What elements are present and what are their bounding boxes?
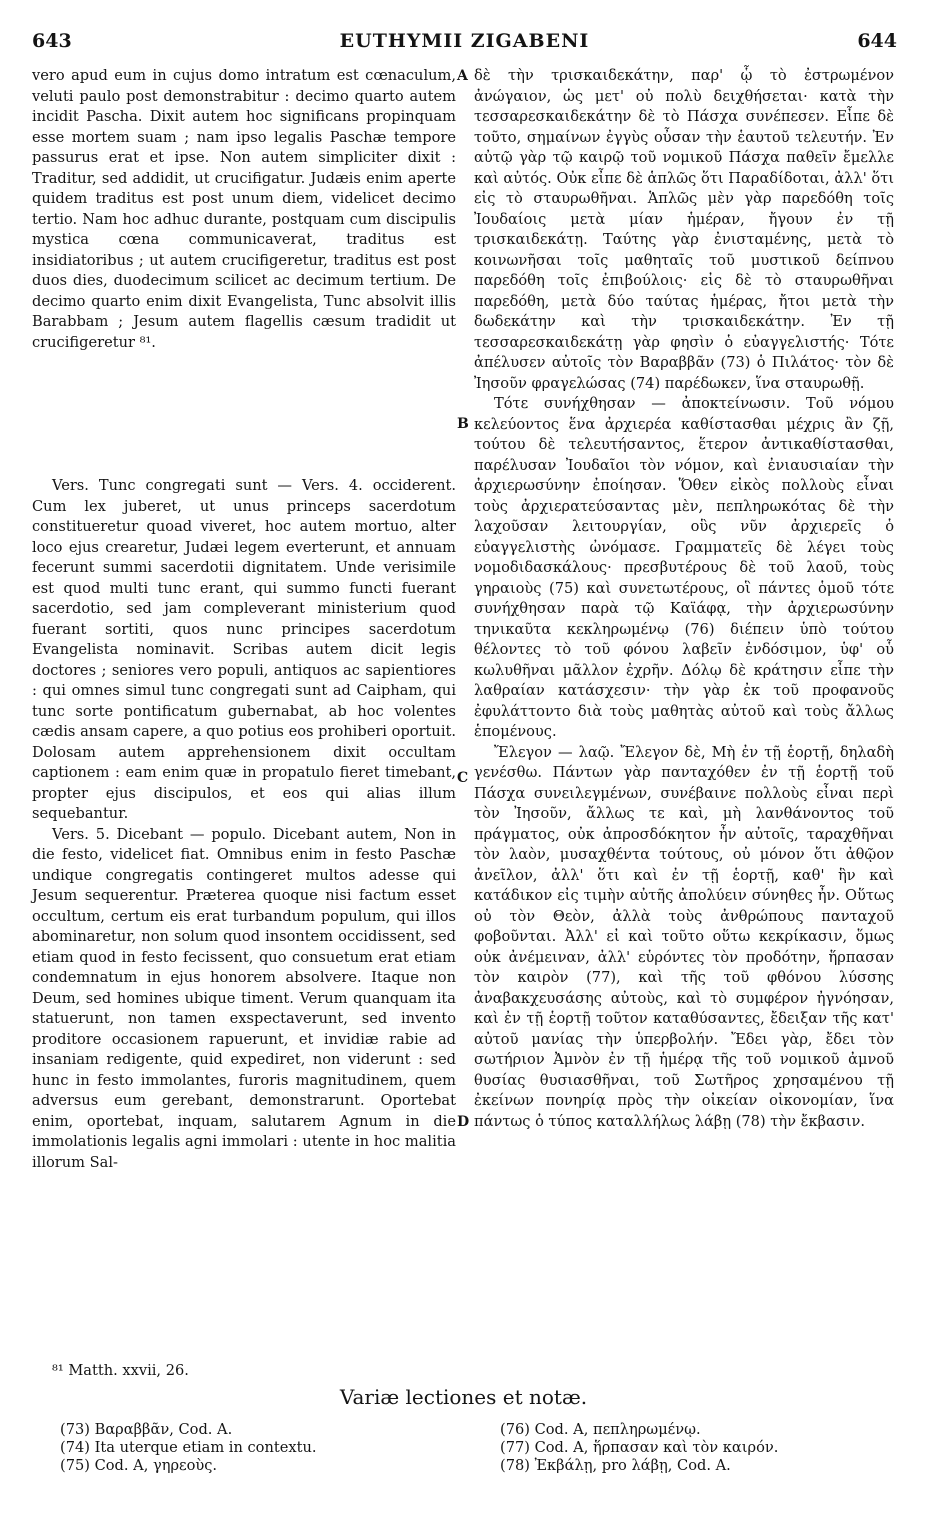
scripture-footnote: ⁸¹ Matth. xxvii, 26. bbox=[52, 1362, 189, 1379]
note-74: (74) Ita uterque etiam in contextu. bbox=[60, 1439, 317, 1456]
latin-paragraph-1: vero apud eum in cujus domo intratum est cœnaculum, veluti paulo post demonstrabitur : decimo quarto autem incidit Pascha. Dixit autem hoc significans propinquam esse mortem suam ; nam ipso legalis Paschæ tempore passurus erat et ipse. Non autem simpliciter dixit : Traditur, sed addidit, ut crucifigatur. Judæis enim aperte quidem traditus est post unum diem, videlicet decimo tertio. Nam hoc adhuc durante, postquam cum discipulis mystica cœna communicaverat, traditus est insidiatoribus ; ut autem crucifigeretur, traditus est post duos dies, duodecimum scilicet ac decimum tertium. De decimo quarto enim dixit Evangelista, Tunc absolvit illis Barabbam ; Jesum autem flagellis cæsum tradidit ut crucifigeretur ⁸¹. bbox=[32, 67, 456, 351]
note-76: (76) Cod. A, πεπληρωμένῳ. bbox=[500, 1421, 701, 1438]
latin-paragraph-2: Vers. Tunc congregati sunt — Vers. 4. occiderent. Cum lex juberet, ut unus princeps sacerdotum constitueretur quoad viveret, hoc autem mortuo, alter loco ejus crearetur, Judæi legem everterunt, et annuam fecerunt summi sacerdotii dignitatem. Unde verisimile est quod multi tunc erant, qui summo functi fuerant sacerdotio, sed jam compleverant ministerium quod fuerant sortiti, quos nunc principes sacerdotum Evangelista nominavit. Scribas autem dicit legis doctores ; seniores vero populi, antiquos ac sapientiores : qui omnes simul tunc congregati sunt ad Caipham, qui tunc sorte pontificatum gubernabat, ab hoc volentes cædis ansam capere, a quo potius eos prohiberi oportuit. Dolosam autem apprehensionem dixit occultam captionem : eam enim quæ in propatulo fieret timebant, propter ejus discipulos, et eos qui alias illum sequebantur. bbox=[32, 477, 456, 822]
note-77: (77) Cod. A, ἥρπασαν καὶ τὸν καιρόν. bbox=[500, 1439, 779, 1456]
notes-left-column bbox=[60, 1421, 460, 1475]
page-number-left: 643 bbox=[32, 30, 72, 52]
notes-right-column bbox=[500, 1421, 900, 1475]
margin-letter-b: B bbox=[457, 416, 469, 432]
margin-letter-c: C bbox=[457, 770, 469, 786]
greek-column bbox=[474, 66, 894, 1132]
page-header bbox=[32, 30, 897, 54]
latin-column bbox=[32, 66, 456, 353]
running-title: EUTHYMII ZIGABENI bbox=[339, 30, 590, 52]
margin-letter-a: A bbox=[457, 68, 468, 84]
greek-paragraph-1: δὲ τὴν τρισκαιδεκάτην, παρ' ᾧ τὸ ἐστρωμένον ἀνώγαιον, ὡς μετ' οὐ πολὺ δειχθήσεται· κατὰ τὴν τεσσαρεσκαιδεκάτην δὲ τὸ Πάσχα συνέπεσεν. Εἶπε δὲ τοῦτο, σημαίνων ἐγγὺς οὖσαν τὴν ἑαυτοῦ τελευτήν. Ἐν αὐτῷ γὰρ τῷ καιρῷ τοῦ νομικοῦ Πάσχα παθεῖν ἔμελλε καὶ αὐτός. Οὐκ εἶπε δὲ ἁπλῶς ὅτι Παραδίδοται, ἀλλ' ὅτι εἰς τὸ σταυρωθῆναι. Ἁπλῶς μὲν γὰρ παρεδόθη τοῖς Ἰουδαίοις μετὰ μίαν ἡμέραν, ἤγουν ἐν τῇ τρισκαιδεκάτῃ. Ταύτης γὰρ ἐνισταμένης, μετὰ τὸ κοινωνῆσαι τοῖς μαθηταῖς τοῦ μυστικοῦ δείπνου παρεδόθη τοῖς ἐπιβούλοις· εἰς δὲ τὸ σταυρωθῆναι παρεδόθη, μετὰ δύο ταύτας ἡμέρας, ἤτοι μετὰ τὴν δωδεκάτην καὶ τὴν τρισκαιδεκάτην. Ἐν τῇ τεσσαρεσκαιδεκάτῃ γὰρ φησὶν ὁ εὐαγγελιστής· Τότε ἀπέλυσεν αὐτοῖς τὸν Βαραββᾶν (73) ὁ Πιλάτος· τὸν δὲ Ἰησοῦν φραγελώσας (74) παρέδωκεν, ἵνα σταυρωθῇ. bbox=[474, 67, 894, 392]
note-78: (78) Ἐκβάλῃ, pro λάβῃ, Cod. A. bbox=[500, 1457, 731, 1474]
latin-column-lower bbox=[32, 476, 456, 1173]
notes-title: Variæ lectiones et notæ. bbox=[339, 1385, 588, 1409]
latin-paragraph-3: Vers. 5. Dicebant — populo. Dicebant autem, Non in die festo, videlicet fiat. Omnibus enim in festo Paschæ undique congregatis contingeret multos adesse qui Jesum sequerentur. Præterea quoque nisi factum esset occultum, certum eis erat turbandum populum, qui illos abominaretur, non solum quod insontem occidissent, sed etiam quod in festo fecissent, quo consuetum erat etiam condemnatum in ejus honorem absolvere. Itaque non Deum, sed homines ubique timent. Verum quanquam ita statuerunt, non tamen exspectaverunt, sed invento proditore occasionem rapuerunt, et invidiæ rabie ad insaniam redigente, quid expediret, non viderunt : sed hunc in festo immolantes, furoris magnitudinem, quem adversus eum gerebant, demonstrarunt. Oportebat enim, oportebat, inquam, salutarem Agnum in die immolationis legalis agni immolari : utente in hoc malitia illorum Sal- bbox=[32, 825, 456, 1171]
note-75: (75) Cod. A, γηρεοὺς. bbox=[60, 1457, 218, 1474]
greek-paragraph-3: Ἔλεγον — λαῷ. Ἔλεγον δὲ, Μὴ ἐν τῇ ἑορτῇ, δηλαδὴ γενέσθω. Πάντων γὰρ πανταχόθεν ἐν τῇ ἑορτῇ τοῦ Πάσχα συνειλεγμένων, συνέβαινε πολλοὺς εἶναι περὶ τὸν Ἰησοῦν, ἄλλως τε καὶ, μὴ λανθάνοντος τοῦ πράγματος, οὐκ ἀπροσδόκητον ἦν αὐτοῖς, ταραχθῆναι τὸν λαὸν, μυσαχθέντα τούτους, οὐ μόνον ὅτι ἀθῷον ἀνεῖλον, ἀλλ' ὅτι καὶ ἐν τῇ ἑορτῇ, καθ' ἣν καὶ κατάδικον εἰς τιμὴν αὐτῆς ἀπολύειν σύνηθες ἦν. Οὕτως οὐ τὸν Θεὸν, ἀλλὰ τοὺς ἀνθρώπους πανταχοῦ φοβοῦνται. Ἀλλ' εἰ καὶ τοῦτο οὕτω κεκρίκασιν, ὅμως οὐκ ἀνέμειναν, ἀλλ' εὑρόντες τὸν προδότην, ἥρπασαν τὸν καιρὸν (77), καὶ τῆς τοῦ φθόνου λύσσης ἀναβακχευσάσης αὐτοὺς, καὶ τὸ συμφέρον ἠγνόησαν, καὶ ἐν τῇ ἑορτῇ τοῦτον καταθύσαντες, ἔδειξαν τῆς κατ' αὐτοῦ μανίας τὴν ὑπερβολήν. Ἔδει γὰρ, ἔδει τὸν σωτήριον Ἀμνὸν ἐν τῇ ἡμέρᾳ τῆς τοῦ νομικοῦ ἀμνοῦ θυσίας θυσιασθῆναι, τοῦ Σωτῆρος χρησαμένου τῇ ἐκείνων πονηρίᾳ πρὸς τὴν οἰκείαν οἰκονομίαν, ἵνα πάντως ὁ τύπος καταλλήλως λάβῃ (78) τὴν ἔκβασιν. bbox=[474, 743, 894, 1130]
note-73: (73) Βαραββᾶν, Cod. A. bbox=[60, 1421, 233, 1438]
page-number-right: 644 bbox=[857, 30, 897, 52]
margin-letter-d: D bbox=[457, 1114, 470, 1130]
greek-paragraph-2: Τότε συνήχθησαν — ἀποκτείνωσιν. Τοῦ νόμου κελεύοντος ἕνα ἀρχιερέα καθίστασθαι μέχρις ἂν ζῇ, τούτου δὲ τελευτήσαντος, ἕτερον ἀντικαθίστασθαι, παρέλυσαν Ἰουδαῖοι τὸν νόμον, καὶ ἐνιαυσιαίαν τὴν ἀρχιερωσύνην ἐποίησαν. Ὅθεν εἰκὸς πολλοὺς εἶναι τοὺς ἀρχιερατεύσαντας μὲν, πεπληρωκότας δὲ τὴν λαχοῦσαν λειτουργίαν, οὓς νῦν ἀρχιερεῖς ὁ εὐαγγελιστὴς ὠνόμασε. Γραμματεῖς δὲ λέγει τοὺς νομοδιδασκάλους· πρεσβυτέρους δὲ τοῦ λαοῦ, τοὺς γηραιοὺς (75) καὶ συνετωτέρους, οἳ πάντες ὁμοῦ τότε συνήχθησαν παρὰ τῷ Καϊάφᾳ, τὴν ἀρχιερωσύνην τηνικαῦτα κεκληρωμένῳ (76) διέπειν ὑπὸ τούτου θέλοντες τὸ τοῦ φόνου λαβεῖν ἐνδόσιμον, ὑφ' οὗ κωλυθῆναι μᾶλλον ἐχρῆν. Δόλῳ δὲ κράτησιν εἶπε τὴν λαθραίαν κατάσχεσιν· τὴν γὰρ ἐκ τοῦ προφανοῦς ἐφυλάττοντο διὰ τοὺς μαθητὰς αὐτοῦ καὶ τοὺς ἄλλως ἑπομένους. bbox=[474, 395, 894, 740]
